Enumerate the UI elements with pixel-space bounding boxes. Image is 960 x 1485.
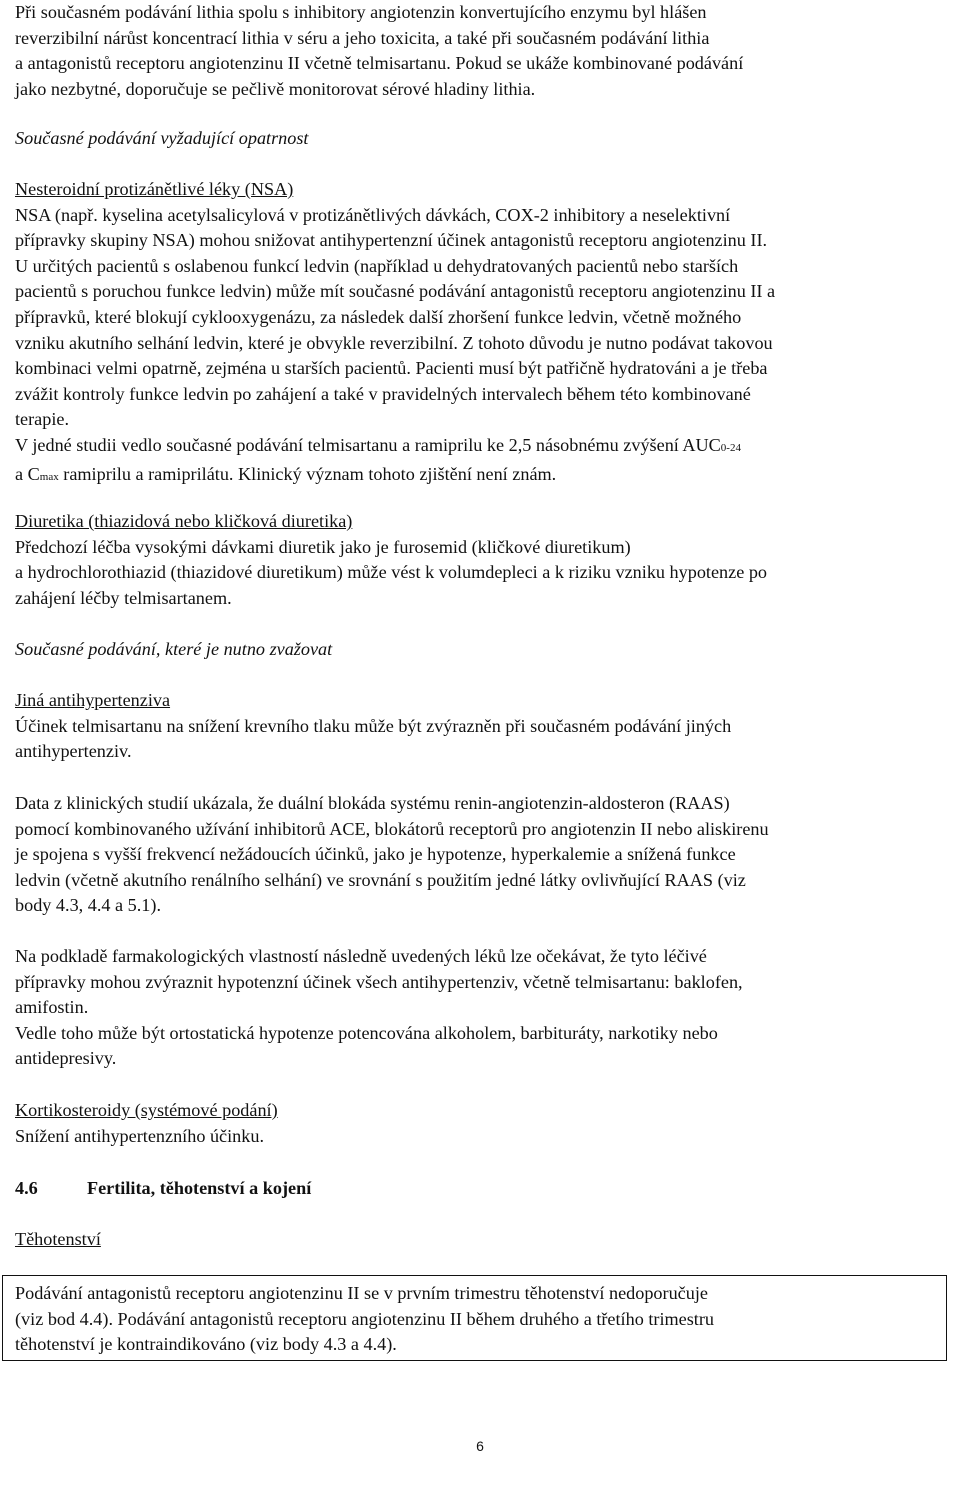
warning-text — [15, 1281, 714, 1358]
paragraph-line: jako nezbytné, doporučuje se pečlivě monitorovat sérové hladiny lithia. — [15, 78, 536, 99]
ramipril-text: a C — [15, 463, 40, 484]
ramipril-text: V jedné studii vedlo současné podávání telmisartanu a ramiprilu ke 2,5 násobnému zvýšení AUC — [15, 434, 721, 455]
paragraph-line: (viz bod 4.4). Podávání antagonistů receptoru angiotenzinu II během druhého a třetího trimestru — [15, 1308, 715, 1329]
paragraph-line: Snížení antihypertenzního účinku. — [15, 1125, 265, 1146]
paragraph-line: antidepresivy. — [15, 1048, 117, 1069]
paragraph-line: kombinaci velmi opatrně, zejména u starších pacientů. Pacienti musí být patřičně hydratováni a je třeba — [15, 358, 768, 379]
pregnancy-heading-wrap — [15, 1227, 101, 1253]
pregnancy-heading: Těhotenství — [15, 1229, 101, 1249]
paragraph-line: Předchozí léčba vysokými dávkami diuretik jako je furosemid (kličkové diuretikum) — [15, 536, 631, 557]
paragraph-line: antihypertenziv. — [15, 741, 132, 762]
other-antihypertensives-section — [15, 688, 731, 765]
paragraph-line: amifostin. — [15, 997, 89, 1018]
paragraph-line: Při současném podávání lithia spolu s inhibitory angiotenzin konvertujícího enzymu byl hlášen — [15, 2, 707, 22]
section-heading — [15, 1178, 311, 1198]
ramipril-line — [15, 462, 775, 491]
paragraph-line: Data z klinických studií ukázala, že duální blokáda systému renin-angiotenzin-aldosteron (RAAS) — [15, 793, 730, 813]
paragraph-line: reverzibilní nárůst koncentrací lithia v séru a jeho toxicita, a také při současném podávání lithia — [15, 27, 710, 48]
paragraph-line: body 4.3, 4.4 a 5.1). — [15, 895, 161, 916]
nsa-section — [15, 177, 775, 490]
pregnancy-warning-box — [2, 1275, 947, 1361]
paragraph-line: vzniku akutního selhání ledvin, které je obvykle reverzibilní. Z tohoto důvodu je nutno podávat takovou — [15, 332, 773, 353]
lithium-paragraph — [15, 0, 743, 102]
cmax-subscript: max — [39, 470, 59, 483]
consider-heading: Současné podávání, které je nutno zvažovat — [15, 639, 333, 659]
paragraph-line: zahájení léčby telmisartanem. — [15, 587, 232, 608]
paragraph-line: přípravků, které blokují cyklooxygenázu, za následek další zhoršení funkce ledvin, včetně možného — [15, 306, 742, 327]
paragraph-line: pacientů s poruchou funkce ledvin) může mít současné podávání antagonistů receptoru angiotenzinu II a — [15, 281, 776, 302]
paragraph-line: Na podkladě farmakologických vlastností následně uvedených léků lze očekávat, že tyto léčivé — [15, 946, 707, 966]
page-number: 6 — [476, 1438, 484, 1454]
paragraph-line: a antagonistů receptoru angiotenzinu II včetně telmisartanu. Pokud se ukáže kombinované podávání — [15, 53, 744, 74]
paragraph-line: Podávání antagonistů receptoru angiotenzinu II se v prvním trimestru těhotenství nedoporučuje — [15, 1283, 708, 1303]
caution-heading-wrap — [15, 126, 309, 152]
paragraph-line: zvážit kontroly funkce ledvin po zahájení a také v pravidelných intervalech během této kombinované — [15, 383, 751, 404]
paragraph-line: NSA (např. kyselina acetylsalicylová v protizánětlivých dávkách, COX-2 inhibitory a neselektivní — [15, 204, 731, 225]
paragraph-line: terapie. — [15, 409, 70, 430]
paragraph-line: přípravky skupiny NSA) mohou snižovat antihypertenzní účinek antagonistů receptoru angiotenzinu II. — [15, 230, 768, 251]
pharmacological-paragraph — [15, 944, 743, 1072]
raas-paragraph — [15, 791, 769, 919]
paragraph-line: těhotenství je kontraindikováno (viz body 4.3 a 4.4). — [15, 1334, 397, 1355]
section-number: 4.6 — [15, 1178, 38, 1198]
section-title: Fertilita, těhotenství a kojení — [87, 1178, 312, 1198]
ramipril-text: ramiprilu a ramiprilátu. Klinický význam tohoto zjištění není znám. — [58, 463, 557, 484]
paragraph-line: Účinek telmisartanu na snížení krevního tlaku může být zvýrazněn při současném podávání jiných — [15, 715, 732, 736]
paragraph-line: pomocí kombinovaného užívání inhibitorů ACE, blokátorů receptorů pro angiotenzin II nebo aliskirenu — [15, 818, 769, 839]
section-4-6-heading — [15, 1176, 311, 1202]
paragraph-line: je spojena s vyšší frekvencí nežádoucích účinků, jako je hypotenze, hyperkalemie a snížená funkce — [15, 844, 736, 865]
corticosteroids-section — [15, 1098, 278, 1149]
diuretics-heading: Diuretika (thiazidová nebo kličková diuretika) — [15, 511, 353, 531]
paragraph-line: ledvin (včetně akutního renálního selhání) ve srovnání s použitím jedné látky ovlivňující RAAS (viz — [15, 869, 746, 890]
paragraph-line: Vedle toho může být ortostatická hypotenze potencována alkoholem, barbituráty, narkotiky nebo — [15, 1022, 718, 1043]
other-antihypertensives-heading: Jiná antihypertenziva — [15, 690, 171, 710]
nsa-heading: Nesteroidní protizánětlivé léky (NSA) — [15, 179, 294, 199]
paragraph-line: a hydrochlorothiazid (thiazidové diuretikum) může vést k volumdepleci a k riziku vzniku hypotenze po — [15, 562, 768, 583]
auc-subscript: 0-24 — [720, 441, 741, 454]
consider-heading-wrap — [15, 637, 332, 663]
paragraph-line: přípravky mohou zvýraznit hypotenzní účinek všech antihypertenziv, včetně telmisartanu: baklofen, — [15, 971, 743, 992]
paragraph-line: U určitých pacientů s oslabenou funkcí ledvin (například u dehydratovaných pacientů nebo starších — [15, 255, 739, 276]
caution-heading: Současné podávání vyžadující opatrnost — [15, 128, 309, 148]
ramipril-line — [15, 433, 775, 462]
corticosteroids-heading: Kortikosteroidy (systémové podání) — [15, 1100, 278, 1120]
diuretics-section — [15, 509, 767, 611]
